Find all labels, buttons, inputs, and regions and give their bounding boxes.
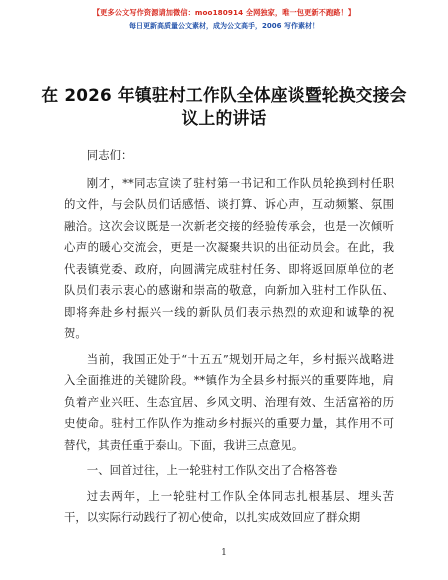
- body-paragraph-3: 过去两年，上一轮驻村工作队全体同志扎根基层、埋头苦干，以实际行动践行了初心使命，以扎实成效回应了群众期: [64, 488, 394, 524]
- body-paragraph-1: 刚才，**同志宣读了驻村第一书记和工作队员轮换到村任职的文件，与会队员们话感悟、谈打算、诉心声，互动频繁、氛围融洽。这次会议既是一次新老交接的经验传承会，也是一次倾听心声的暖心交流会，更是一次凝聚共识的出征动员会。在此，我代表镇党委、政府，向圆满完成驻村任务、即将返回原单位的老队员们表示衷心的感谢和崇高的敬意，向新加入驻村工作队伍、即将奔赴乡村振兴一线的新队员们表示热烈的欢迎和诚挚的祝贺。: [64, 175, 394, 340]
- page-number: 1: [221, 548, 227, 558]
- salutation: 同志们：: [86, 148, 133, 162]
- body-paragraph-2: 当前，我国正处于“十五五”规划开局之年，乡村振兴战略进入全面推进的关键阶段。**镇作为全县乡村振兴的重要阵地，肩负着产业兴旺、生态宜居、乡风文明、治理有效、生活富裕的历史使命。驻村工作队作为推动乡村振兴的重要力量，其作用不可替代，其责任重于泰山。下面，我讲三点意见。: [64, 351, 394, 452]
- promo-banner-line-2: 每日更新高质量公文素材，成为公文高手，2006 写作素材！: [129, 22, 319, 30]
- promo-banner-line-1: 【更多公文写作资源请加微信：moo180914 全网独家，唯一包更新不跑路！】: [92, 8, 356, 17]
- document-body: [64, 145, 394, 533]
- section-heading-1: 一、回首过往，上一轮驻村工作队交出了合格答卷: [86, 463, 338, 477]
- document-title: 在 2026 年镇驻村工作队全体座谈暨轮换交接会议上的讲话: [41, 85, 407, 128]
